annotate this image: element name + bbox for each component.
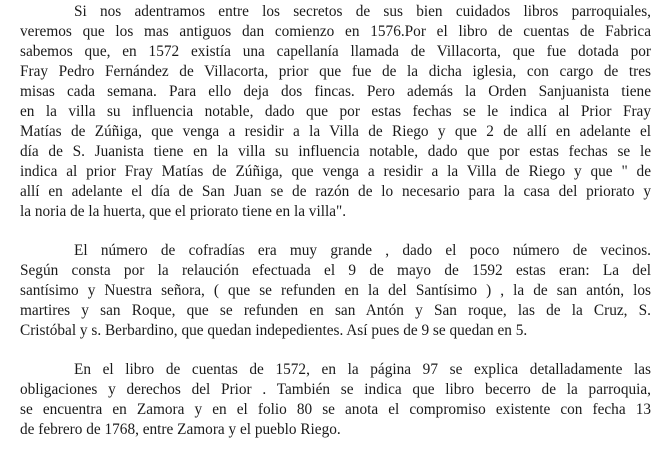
- paragraph-line: allí en adelante el día de San Juan se de razón de lo necesario para la casa del priorato y: [20, 183, 651, 200]
- paragraph-line: de febrero de 1768, entre Zamora y el pueblo Riego.: [20, 421, 341, 438]
- paragraph-line: martires y san Roque, que se refunden en san Antón y San roque, las de la Cruz, S.: [20, 302, 651, 319]
- paragraph-line: en la villa su influencia notable, dado que por estas fechas se le indica al Prior Fray: [20, 103, 651, 120]
- paragraph-line: Cristóbal y s. Berbardino, que quedan indepedientes. Así pues de 9 se quedan en 5.: [20, 322, 528, 339]
- paragraph-line: misas cada semana. Para ello deja dos fincas. Pero además la Orden Sanjuanista tiene: [20, 83, 651, 100]
- paragraph-line: santísimo y Nuestra señora, ( que se refunden en la del Santísimo ) , la de san antón, los: [20, 282, 651, 299]
- paragraph-line: En el libro de cuentas de 1572, en la página 97 se explica detalladamente las: [74, 361, 651, 378]
- paragraph-line: obligaciones y derechos del Prior . También se indica que libro becerro de la parroquia,: [20, 381, 651, 398]
- paragraph-line: se encuentra en Zamora y en el folio 80 se anota el compromiso existente con fecha 13: [20, 401, 651, 418]
- paragraph-line: Según consta por la relaución efectuada el 9 de mayo de 1592 estas eran: La del: [20, 262, 651, 279]
- paragraph-line: Fray Pedro Fernández de Villacorta, prior que fue de la dicha iglesia, con cargo de tres: [20, 63, 651, 80]
- paragraph-line: la noria de la huerta, que el priorato tiene en la villa".: [20, 203, 347, 220]
- paragraph-line: día de S. Juanista tiene en la villa su influencia notable, dado que por estas fechas se le: [20, 143, 651, 160]
- paragraph-line: indica al prior Fray Matías de Zúñiga, que venga a residir a la Villa de Riego y que " de: [20, 163, 651, 180]
- paragraph-line: Matías de Zúñiga, que venga a residir a la Villa de Riego y que 2 de allí en adelante el: [20, 123, 651, 140]
- paragraph-line: sabemos que, en 1572 existía una capellanía llamada de Villacorta, que fue dotada por: [20, 43, 651, 60]
- paragraph-line: veremos que los mas antiguos dan comienzo en 1576.Por el libro de cuentas de Fabrica: [20, 23, 651, 40]
- paragraph-line: El número de cofradías era muy grande , dado el poco número de vecinos.: [74, 242, 651, 259]
- paragraph-line: Si nos adentramos entre los secretos de sus bien cuidados libros parroquiales,: [74, 3, 651, 20]
